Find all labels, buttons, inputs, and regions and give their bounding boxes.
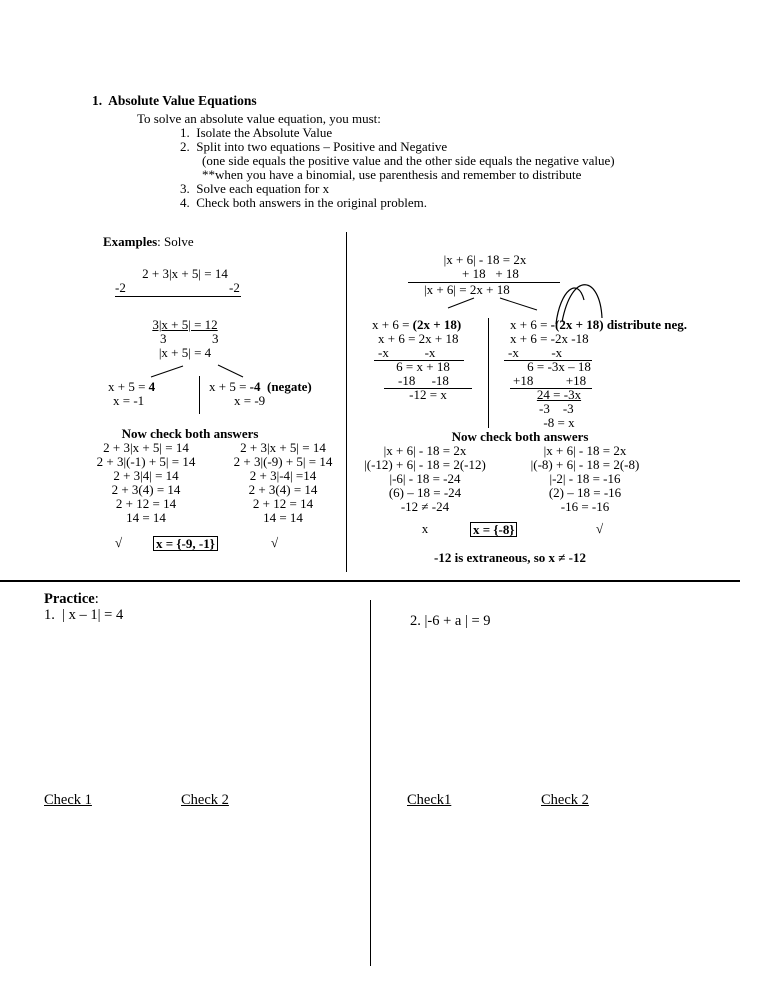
ex1-check-right-4: 2 + 12 = 14 [252, 496, 314, 511]
ex1-check-right-5: 14 = 14 [263, 510, 303, 525]
ex1-check-right-1: 2 + 3|(-9) + 5| = 14 [233, 454, 333, 469]
ex1-equation: 2 + 3|x + 5| = 14 [142, 266, 228, 281]
ex2-equation: |x + 6| - 18 = 2x [443, 252, 527, 267]
ex1-neg-eq: x + 5 = -4 (negate) [209, 379, 312, 394]
ex2-check-right-2: |-2| - 18 = -16 [549, 471, 621, 486]
ex2-neg-line-6: -8 = x [543, 415, 575, 430]
ex1-check-left-0: 2 + 3|x + 5| = 14 [103, 440, 189, 455]
ex1-check-right-0: 2 + 3|x + 5| = 14 [240, 440, 326, 455]
step-2-note: **when you have a binomial, use parenthesis and remember to distribute [202, 167, 582, 182]
ex1-div-left: 3 [160, 331, 167, 346]
ex2-add: + 18 + 18 [462, 266, 519, 281]
ex2-check-left-5: x [421, 521, 429, 536]
ex2-neg-line-2: 6 = -3x – 18 [527, 359, 591, 374]
step-3: 3. Solve each equation for x [180, 181, 330, 196]
ex2-pos-line-2: 6 = x + 18 [396, 359, 450, 374]
ex1-pos-eq: x + 5 = 4 [108, 379, 156, 394]
examples-label: Examples: Solve [103, 234, 194, 249]
ex2-neg-line-5: -3 -3 [539, 401, 574, 416]
check2-left-label: Check 2 [181, 792, 229, 808]
ex1-abs: |x + 5| = 4 [158, 345, 212, 360]
ex2-pos-line-1: -x -x [378, 345, 436, 360]
ex2-pos-line-0: x + 6 = 2x + 18 [378, 331, 459, 346]
section-heading: 1. Absolute Value Equations [92, 93, 257, 108]
ex2-check-right-0: |x + 6| - 18 = 2x [543, 443, 627, 458]
ex2-pos-line-4: -12 = x [409, 387, 447, 402]
ex2-neg-line-3: +18 +18 [513, 373, 587, 388]
ex1-answer-box: x = {-9, -1} [153, 536, 218, 551]
ex2-check-left-4: -12 ≠ -24 [400, 499, 450, 514]
step-1: 1. Isolate the Absolute Value [180, 125, 333, 140]
ex2-pos-eq: x + 6 = (2x + 18) [372, 317, 462, 332]
practice-problem-1: 1. | x – 1| = 4 [44, 607, 124, 623]
step-4: 4. Check both answers in the original problem. [180, 195, 427, 210]
ex1-checkmark-right: √ [271, 535, 279, 550]
check1-left-label: Check 1 [44, 792, 92, 808]
step-2: 2. Split into two equations – Positive and Negative [180, 139, 448, 154]
ex2-check-left-0: |x + 6| - 18 = 2x [383, 443, 467, 458]
ex2-check-left-2: |-6| - 18 = -24 [389, 471, 461, 486]
ex1-sub-left: -2 [115, 280, 126, 295]
practice-label: Practice: [44, 591, 99, 607]
ex1-check-left-2: 2 + 3|4| = 14 [113, 468, 179, 483]
ex1-sub-right: -2 [229, 280, 240, 295]
ex1-check-left-4: 2 + 12 = 14 [115, 496, 177, 511]
ex2-check-right-1: |(-8) + 6| - 18 = 2(-8) [530, 457, 640, 472]
ex2-check-left-3: (6) – 18 = -24 [388, 485, 462, 500]
ex2-check-title: Now check both answers [451, 429, 589, 444]
step-2-detail: (one side equals the positive value and the other side equals the negative value) [202, 153, 615, 168]
ex2-check-right-3: (2) – 18 = -16 [548, 485, 622, 500]
ex1-check-title: Now check both answers [121, 426, 259, 441]
ex1-neg-sol: x = -9 [234, 393, 266, 408]
ex2-check-right-4: -16 = -16 [560, 499, 610, 514]
check1-right-label: Check1 [407, 792, 452, 808]
ex1-check-left-3: 2 + 3(4) = 14 [111, 482, 181, 497]
ex1-check-right-2: 2 + 3|-4| =14 [249, 468, 317, 483]
practice-divider [370, 600, 371, 966]
ex2-abs: |x + 6| = 2x + 18 [424, 282, 510, 297]
ex1-pos-sol: x = -1 [113, 393, 145, 408]
check2-right-label: Check 2 [541, 792, 589, 808]
ex2-neg-eq: x + 6 = -(2x + 18) distribute neg. [510, 317, 687, 332]
intro-text: To solve an absolute value equation, you must: [137, 111, 381, 126]
practice-problem-2: 2. |-6 + a | = 9 [410, 613, 491, 629]
ex1-check-right-3: 2 + 3(4) = 14 [248, 482, 318, 497]
ex2-neg-line-4: 24 = -3x [536, 387, 582, 402]
ex1-checkmark-left: √ [115, 535, 123, 550]
ex2-answer-box: x = {-8} [470, 522, 517, 537]
ex2-neg-line-1: -x -x [508, 345, 563, 360]
ex1-isolated: 3|x + 5| = 12 [152, 317, 218, 332]
ex1-div-right: 3 [212, 331, 219, 346]
ex2-checkmark-right: √ [596, 521, 604, 536]
ex2-check-left-1: |(-12) + 6| - 18 = 2(-12) [364, 457, 486, 472]
ex2-pos-line-3: -18 -18 [398, 373, 449, 388]
ex1-check-left-5: 14 = 14 [126, 510, 166, 525]
section-rule [0, 580, 740, 582]
ex2-extraneous-note: -12 is extraneous, so x ≠ -12 [434, 550, 586, 565]
ex2-neg-line-0: x + 6 = -2x -18 [510, 331, 589, 346]
ex1-check-left-1: 2 + 3|(-1) + 5| = 14 [96, 454, 196, 469]
